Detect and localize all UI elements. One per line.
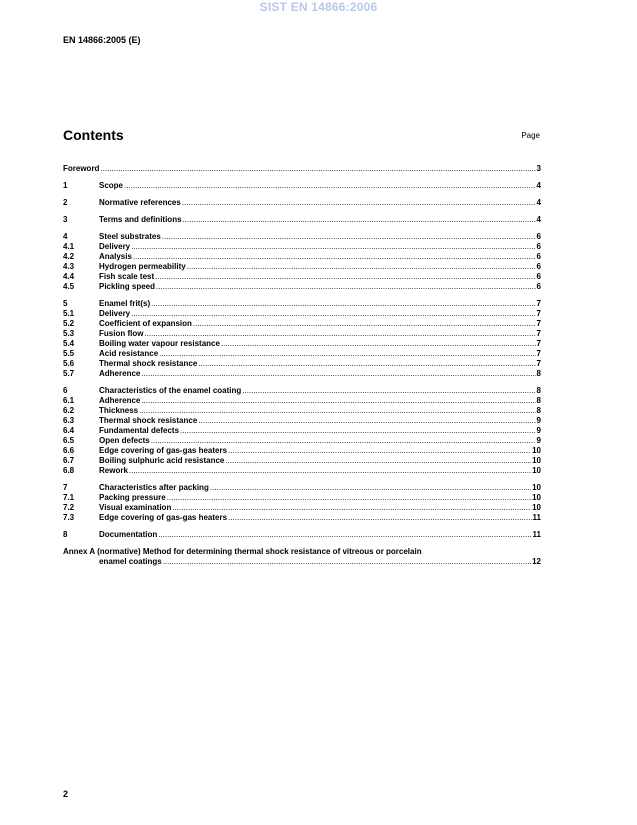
toc-entry[interactable] bbox=[63, 466, 541, 476]
toc-entry-title: Adherence bbox=[99, 396, 141, 405]
toc-entry[interactable] bbox=[63, 181, 541, 191]
annex-page: 12 bbox=[532, 557, 541, 566]
toc-entry-number: 5.2 bbox=[63, 319, 75, 328]
toc-entry[interactable] bbox=[63, 329, 541, 339]
toc-entry-number: 5 bbox=[63, 299, 68, 308]
dot-leader bbox=[228, 446, 531, 456]
dot-leader bbox=[198, 359, 535, 369]
dot-leader bbox=[139, 406, 535, 416]
toc-entry[interactable] bbox=[63, 416, 541, 426]
dot-leader bbox=[221, 339, 536, 349]
toc-entry-number: 6 bbox=[63, 386, 68, 395]
toc-entry-number: 2 bbox=[63, 198, 68, 207]
toc-entry-page: 7 bbox=[536, 329, 541, 338]
toc-entry-title: Steel substrates bbox=[99, 232, 161, 241]
table-of-contents bbox=[63, 164, 541, 567]
toc-entry-title: Characteristics after packing bbox=[99, 483, 209, 492]
toc-entry-number: 5.5 bbox=[63, 349, 75, 358]
dot-leader bbox=[144, 329, 535, 339]
toc-entry[interactable] bbox=[63, 282, 541, 292]
toc-entry-page: 7 bbox=[536, 349, 541, 358]
toc-entry[interactable] bbox=[63, 215, 541, 225]
toc-entry[interactable] bbox=[63, 164, 541, 174]
toc-entry-number: 6.4 bbox=[63, 426, 75, 435]
toc-entry-title: Normative references bbox=[99, 198, 181, 207]
toc-entry[interactable] bbox=[63, 349, 541, 359]
toc-entry[interactable] bbox=[63, 252, 541, 262]
toc-entry-title: Boiling water vapour resistance bbox=[99, 339, 220, 348]
dot-leader bbox=[242, 386, 535, 396]
toc-entry-number: 7.1 bbox=[63, 493, 75, 502]
toc-entry-page: 6 bbox=[536, 282, 541, 291]
toc-entry-number: 1 bbox=[63, 181, 68, 190]
dot-leader bbox=[131, 242, 535, 252]
toc-entry-number: 5.1 bbox=[63, 309, 75, 318]
dot-leader bbox=[180, 426, 536, 436]
toc-entry[interactable] bbox=[63, 359, 541, 369]
toc-entry[interactable] bbox=[63, 530, 541, 540]
annex-title-line1: Annex A (normative) Method for determining thermal shock resistance of vitreous or porcelain bbox=[63, 547, 422, 556]
toc-entry[interactable] bbox=[63, 493, 541, 503]
toc-entry-page: 8 bbox=[536, 369, 541, 378]
toc-entry[interactable] bbox=[63, 456, 541, 466]
toc-entry-title: Packing pressure bbox=[99, 493, 166, 502]
toc-entry-number: 6.3 bbox=[63, 416, 75, 425]
toc-entry-title: Acid resistance bbox=[99, 349, 159, 358]
dot-leader bbox=[151, 436, 536, 446]
dot-leader bbox=[131, 309, 535, 319]
toc-entry-number: 6.2 bbox=[63, 406, 75, 415]
toc-entry-page: 3 bbox=[536, 164, 541, 173]
toc-entry-number: 7 bbox=[63, 483, 68, 492]
toc-entry-annex-a[interactable] bbox=[63, 547, 541, 567]
toc-entry-page: 10 bbox=[532, 466, 541, 475]
toc-entry[interactable] bbox=[63, 339, 541, 349]
page-column-label: Page bbox=[521, 131, 540, 140]
toc-entry-page: 4 bbox=[536, 181, 541, 190]
toc-entry-title: Pickling speed bbox=[99, 282, 156, 291]
toc-entry[interactable] bbox=[63, 319, 541, 329]
toc-entry-number: 6.5 bbox=[63, 436, 75, 445]
toc-entry[interactable] bbox=[63, 396, 541, 406]
toc-entry[interactable] bbox=[63, 513, 541, 523]
watermark: SIST EN 14866:2006 bbox=[259, 0, 378, 14]
dot-leader bbox=[182, 198, 536, 208]
dot-leader bbox=[225, 456, 531, 466]
toc-entry-number: 6.7 bbox=[63, 456, 75, 465]
toc-entry-title: Scope bbox=[99, 181, 124, 190]
toc-entry-page: 6 bbox=[536, 272, 541, 281]
toc-entry-number: 6.6 bbox=[63, 446, 75, 455]
dot-leader bbox=[172, 503, 531, 513]
toc-entry[interactable] bbox=[63, 426, 541, 436]
toc-entry-number: 4.3 bbox=[63, 262, 75, 271]
toc-entry-page: 11 bbox=[532, 513, 541, 522]
toc-entry-number: 5.7 bbox=[63, 369, 75, 378]
toc-entry-page: 6 bbox=[536, 232, 541, 241]
contents-title: Contents bbox=[63, 127, 124, 143]
dot-leader bbox=[124, 181, 536, 191]
toc-entry-title: Delivery bbox=[99, 309, 131, 318]
dot-leader bbox=[198, 416, 535, 426]
toc-entry-page: 8 bbox=[536, 396, 541, 405]
dot-leader bbox=[187, 262, 536, 272]
toc-entry-page: 6 bbox=[536, 252, 541, 261]
toc-entry[interactable] bbox=[63, 272, 541, 282]
dot-leader bbox=[167, 493, 531, 503]
toc-entry-number: 5.6 bbox=[63, 359, 75, 368]
dot-leader bbox=[156, 282, 536, 292]
toc-entry-number: 6.8 bbox=[63, 466, 75, 475]
dot-leader bbox=[210, 483, 531, 493]
toc-entry-page: 8 bbox=[536, 406, 541, 415]
toc-entry-number: 5.3 bbox=[63, 329, 75, 338]
toc-entry-title: Terms and definitions bbox=[99, 215, 182, 224]
toc-entry-title: Analysis bbox=[99, 252, 132, 261]
toc-entry-title: Fusion flow bbox=[99, 329, 144, 338]
annex-title-line2: enamel coatings bbox=[99, 557, 162, 566]
toc-entry-page: 10 bbox=[532, 456, 541, 465]
toc-entry[interactable] bbox=[63, 503, 541, 513]
toc-entry[interactable] bbox=[63, 386, 541, 396]
toc-entry-page: 6 bbox=[536, 242, 541, 251]
dot-leader bbox=[155, 272, 535, 282]
toc-entry[interactable] bbox=[63, 436, 541, 446]
toc-entry-title: Thermal shock resistance bbox=[99, 359, 198, 368]
dot-leader bbox=[193, 319, 536, 329]
toc-entry-title: Boiling sulphuric acid resistance bbox=[99, 456, 225, 465]
toc-entry-number: 4.1 bbox=[63, 242, 75, 251]
toc-entry-number: 7.3 bbox=[63, 513, 75, 522]
toc-entry-title: Open defects bbox=[99, 436, 150, 445]
page-number: 2 bbox=[63, 789, 69, 799]
toc-entry-page: 4 bbox=[536, 198, 541, 207]
document-id: EN 14866:2005 (E) bbox=[63, 35, 141, 45]
toc-entry-title: Characteristics of the enamel coating bbox=[99, 386, 242, 395]
toc-entry-page: 10 bbox=[532, 483, 541, 492]
toc-entry-number: 7.2 bbox=[63, 503, 75, 512]
toc-entry-title: Hydrogen permeability bbox=[99, 262, 186, 271]
toc-entries bbox=[63, 164, 541, 540]
toc-entry[interactable] bbox=[63, 262, 541, 272]
toc-entry[interactable] bbox=[63, 242, 541, 252]
toc-entry-page: 9 bbox=[536, 436, 541, 445]
toc-entry-page: 10 bbox=[532, 503, 541, 512]
toc-entry-page: 7 bbox=[536, 299, 541, 308]
toc-entry-title: Thermal shock resistance bbox=[99, 416, 198, 425]
toc-entry-number: 5.4 bbox=[63, 339, 75, 348]
dot-leader bbox=[162, 232, 536, 242]
toc-entry[interactable] bbox=[63, 232, 541, 242]
toc-entry-title: Rework bbox=[99, 466, 128, 475]
toc-entry-page: 6 bbox=[536, 262, 541, 271]
dot-leader bbox=[159, 349, 535, 359]
toc-entry-title: Adherence bbox=[99, 369, 141, 378]
toc-entry-title: Foreword bbox=[63, 164, 100, 173]
toc-entry-title: Fish scale test bbox=[99, 272, 155, 281]
dot-leader bbox=[141, 369, 535, 379]
dot-leader bbox=[141, 396, 535, 406]
toc-entry-number: 4.2 bbox=[63, 252, 75, 261]
dot-leader bbox=[158, 530, 531, 540]
dot-leader bbox=[228, 513, 531, 523]
dot-leader bbox=[151, 299, 535, 309]
toc-entry-page: 4 bbox=[536, 215, 541, 224]
dot-leader bbox=[129, 466, 531, 476]
toc-entry-number: 4.4 bbox=[63, 272, 75, 281]
toc-entry-title: Documentation bbox=[99, 530, 158, 539]
toc-entry[interactable] bbox=[63, 483, 541, 493]
toc-entry-number: 8 bbox=[63, 530, 68, 539]
toc-entry-page: 7 bbox=[536, 339, 541, 348]
toc-entry[interactable] bbox=[63, 309, 541, 319]
toc-entry-page: 7 bbox=[536, 359, 541, 368]
toc-entry-number: 4.5 bbox=[63, 282, 75, 291]
toc-entry[interactable] bbox=[63, 369, 541, 379]
toc-entry-title: Enamel frit(s) bbox=[99, 299, 151, 308]
toc-entry-page: 7 bbox=[536, 309, 541, 318]
toc-entry-title: Visual examination bbox=[99, 503, 172, 512]
toc-entry[interactable] bbox=[63, 198, 541, 208]
toc-entry-page: 8 bbox=[536, 386, 541, 395]
toc-entry-title: Edge covering of gas-gas heaters bbox=[99, 446, 228, 455]
toc-entry-title: Thickness bbox=[99, 406, 139, 415]
toc-entry[interactable] bbox=[63, 446, 541, 456]
dot-leader bbox=[133, 252, 536, 262]
toc-entry-number: 3 bbox=[63, 215, 68, 224]
toc-entry-page: 9 bbox=[536, 416, 541, 425]
toc-entry-page: 7 bbox=[536, 319, 541, 328]
toc-entry-title: Delivery bbox=[99, 242, 131, 251]
toc-entry-title: Fundamental defects bbox=[99, 426, 180, 435]
toc-entry-page: 10 bbox=[532, 446, 541, 455]
dot-leader bbox=[163, 557, 531, 567]
toc-entry-title: Edge covering of gas-gas heaters bbox=[99, 513, 228, 522]
dot-leader bbox=[100, 164, 535, 174]
dot-leader bbox=[183, 215, 536, 225]
toc-entry-page: 10 bbox=[532, 493, 541, 502]
toc-entry-number: 4 bbox=[63, 232, 68, 241]
toc-entry-page: 11 bbox=[532, 530, 541, 539]
toc-entry-title: Coefficient of expansion bbox=[99, 319, 192, 328]
toc-entry-number: 6.1 bbox=[63, 396, 75, 405]
toc-entry-page: 9 bbox=[536, 426, 541, 435]
toc-entry[interactable] bbox=[63, 406, 541, 416]
toc-entry[interactable] bbox=[63, 299, 541, 309]
